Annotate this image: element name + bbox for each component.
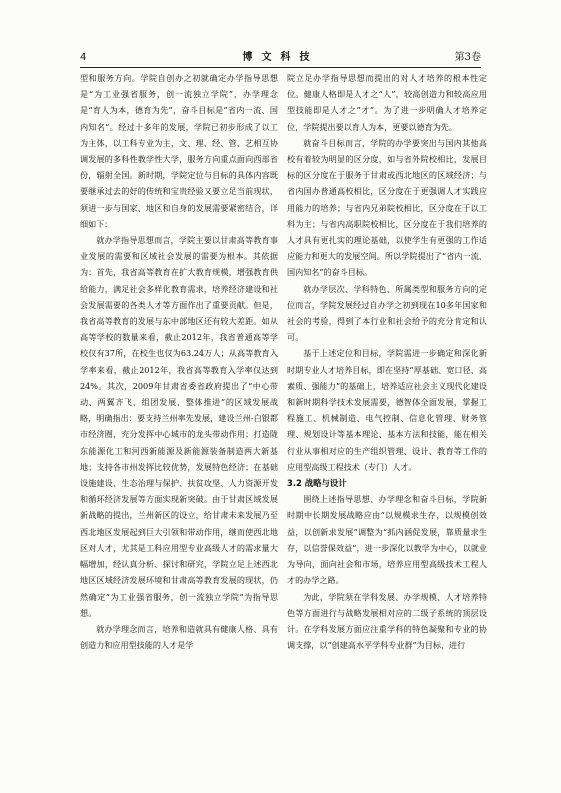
body-paragraph: 院立足办学指导思想而提出的对人才培养的根本性定位。健康人格即是人才之“人”，较高创造力和较高应用型技能即是人才之“才”。为了进一步明确人才培养定位，学院提出要以育人为本，更要以德育为先。 — [287, 73, 487, 132]
body-paragraph: 就办学指导思想而言，学院主要以甘肃高等教育事业发展的需要和区域社会发展的需要为根本。其依据为：首先，我省高等教育在扩大教育规模，增强教育供给能力，满足社会多样化教育需求，培养经济建设和社会发展需要的各类人才等方面作出了重要贡献。但是，我省高等教育的发展与东中部地区还有较大差距。如从高等学校的数量来看，截止2012年，我省普通高等学校仅有37所，在校生也仅为63.24万人；从高等教育入学率来看，截止2012年，我省高等教育入学率仅达到24%。其次，2009年甘肃省委省政府提出了“中心带动、两翼齐飞、组团发展、整体推进”的区域发展战略，明确指出：要支持兰州率先发展，建设兰州-白银都市经济圈，充分发挥中心城市的龙头带动作用；打造陇东能源化工和河西新能源及新能源装备制造两大新基地；支持各市州发挥比较优势，发展特色经济；在基础设施建设、生态治理与保护、扶贫攻坚、人力资源开发和循环经济发展等方面实现新突破。由于甘肃区域发展新战略的提出，兰州新区的设立，给甘肃未来发展乃至西北地区发展起到巨大引领和带动作用，继而使西北地区对人才，尤其是工科应用型专业高级人才的需求量大幅增加，经认真分析、探讨和研究，学院立足上述西北地区区域经济发展环境和甘肃高等教育发展的现状，仍然确定“为工业强省服务，创一流独立学院”为指导思想。 — [80, 235, 278, 618]
body-paragraph: 为此，学院须在学科发展、办学规模、人才培养特色等方面进行与战略发展相对应的二级子系统的顶层设计。在学科发展方面应注重学科的特色凝聚和专业的协调支撑，以“创建高水平学科专业群”为目标，进行 — [287, 591, 487, 651]
body-paragraph: 就办学层次、学科特色、所属类型和服务方向的定位而言，学院发展经过自办学之初到现在10多年国家和社会的考验，得到了本行业和社会给予的充分肯定和认可。 — [287, 283, 487, 343]
right-column — [287, 70, 487, 653]
running-header — [80, 50, 481, 66]
body-paragraph: 就奋斗目标而言，学院的办学要突出与国内其他高校有着较为明显的区分度，如与省外院校相比，发展目标的区分度在于服务于甘肃或西北地区的区域经济；与省内国办普通高校相比，区分度在于更强调人才实践应用能力的培养；与省内兄弟院校相比，区分度在于以工科为主；与省内高职院校相比，区分度在于我们培养的人才具有更扎实的理论基础，以使学生有更强的工作适应能力和更大的发展空间。所以学院提出了“省内一流、国内知名”的奋斗目标。 — [287, 137, 487, 278]
header-rule — [80, 67, 481, 68]
page-number: 4 — [80, 52, 87, 63]
section-heading: 3.2 战略与设计 — [287, 478, 347, 489]
volume-label: 第3卷 — [454, 52, 481, 63]
body-paragraph: 就办学理念而言，培养和造就具有健康人格、具有创造力和应用型技能的人才是学 — [80, 623, 278, 651]
body-paragraph: 基于上述定位和目标，学院需进一步确定和深化新时期专业人才培养目标，即在坚持“厚基础、宽口径、高素质、强能力”的基础上，培养适应社会主义现代化建设和新时期科学技术发展需要，德智体全面发展，掌握工程施工、机械制造、电气控制、信息化管理、财务管理、规划设计等基本理论、基本方法和技能，能在相关行业从事相对应的生产组织管理、设计、教育等工作的应用型高级工程技术（专门）人才。 — [287, 348, 487, 472]
body-paragraph: 型和服务方向。学院自创办之初就确定办学指导思想是“为工业强省服务，创一流独立学院”，办学理念是“育人为本，德育为先”，奋斗目标是“省内一流、国内知名”。经过十多年的发展，学院已初步形成了以工为主体，以工科专业为主，文、理、经、管、艺相互协调发展的多科性教学性大学，服务方向重点面向西部省份，辐射全国。新时期，学院定位与目标的具体内容既要继承过去的好的传统和宝贵经验又要立足当前现状，须进一步与国家、地区和自身的发展需要紧密结合，详细如下： — [80, 73, 278, 229]
journal-title: 博文科技 — [242, 52, 319, 63]
left-column — [80, 70, 278, 653]
body-paragraph: 围绕上述指导思想、办学理念和奋斗目标，学院新时期中长期发展战略应由“以规模求生存，以规模创效益，以创新求发展”调整为“抓内涵促发展，靠质量求生存，以信誉保效益”，进一步深化以教学为中心，以就业为导向，面向社会和市场，培养应用型高级技术工程人才的办学之路。 — [287, 494, 487, 586]
